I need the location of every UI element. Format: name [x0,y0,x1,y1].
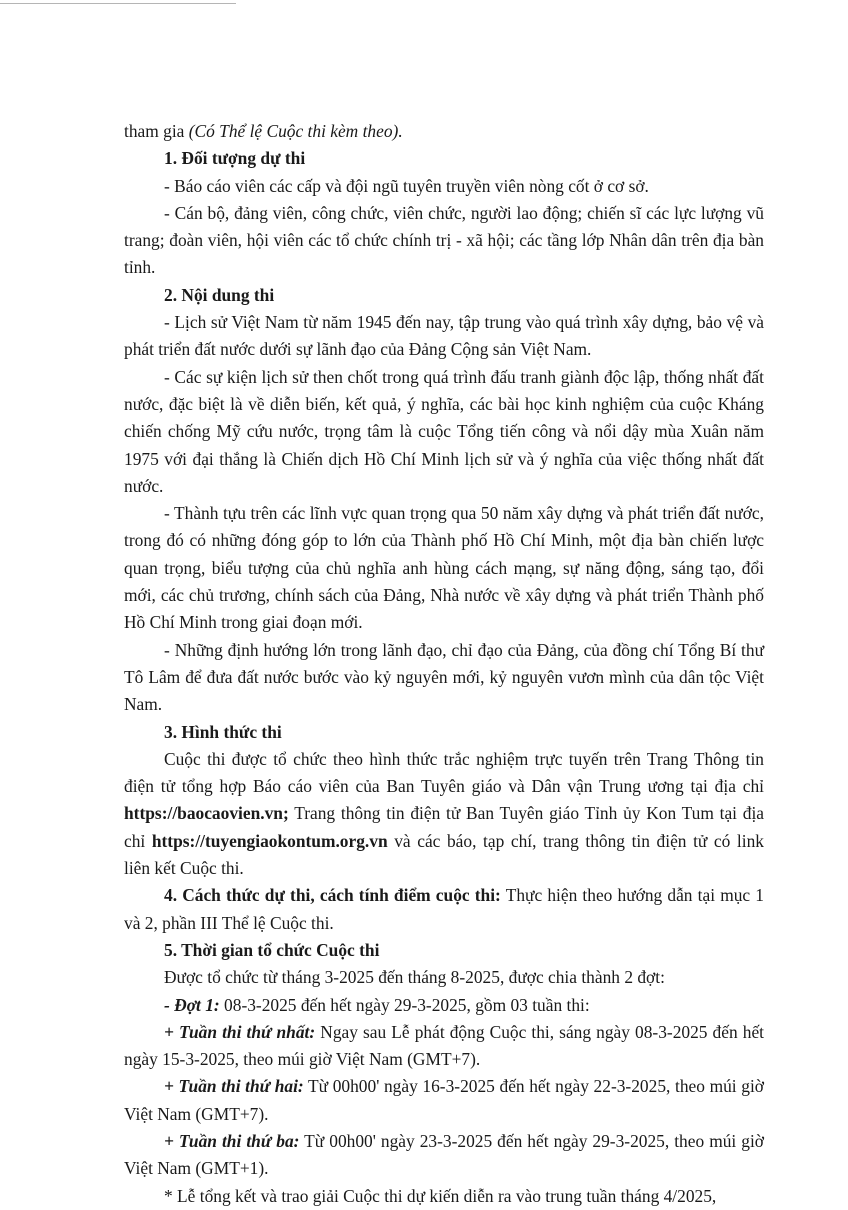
document-page [124,118,764,1210]
section-4-text: Thực hiện theo hướng dẫn tại mục 1 và 2, phần III Thể lệ Cuộc thi. [124,885,764,933]
closing-note: * Lễ tổng kết và trao giải Cuộc thi dự kiến diễn ra vào trung tuần tháng 4/2025, [164,1185,717,1206]
intro-italic: (Có Thể lệ Cuộc thi kèm theo). [188,121,403,141]
section-5-paragraph-1: Được tổ chức từ tháng 3-2025 đến tháng 8-2025, được chia thành 2 đợt: [164,967,665,988]
round-1-line [124,992,764,1019]
section-1-paragraph-1: - Báo cáo viên các cấp và đội ngũ tuyên truyền viên nòng cốt ở cơ sở. [164,175,649,196]
section-3-text-3: và các báo, tạp chí, trang thông tin điện tử có link liên kết Cuộc thi. [124,830,764,879]
intro-line [124,118,764,145]
tuyengiao-link: https://tuyengiaokontum.org.vn [151,830,388,851]
section-3-paragraph [124,746,764,882]
week-3-label: + Tuần thi thứ ba: [164,1130,300,1151]
week-2-label: + Tuần thi thứ hai: [164,1076,304,1097]
section-3-heading: 3. Hình thức thi [164,721,282,742]
section-4-heading: 4. Cách thức dự thi, cách tính điểm cuộc thi: [164,885,501,906]
week-1-line [124,1019,764,1074]
week-2-line [124,1073,764,1128]
section-1-heading: 1. Đối tượng dự thi [164,148,306,169]
week-1-label: + Tuần thi thứ nhất: [164,1021,316,1042]
section-2-paragraph-3: - Thành tựu trên các lĩnh vực quan trọng qua 50 năm xây dựng và phát triển đất nước, trong đó có những đóng góp to lớn của Thành phố Hồ Chí Minh, một địa bàn chiến lược quan trọng, biểu tượng của chủ nghĩa anh hùng cách mạng, sự năng động, sáng tạo, đổi mới, các chủ trương, chính sách của Đảng, Nhà nước về xây dựng và phát triển Thành phố Hồ Chí Minh trong giai đoạn mới. [124,503,764,633]
section-5-heading: 5. Thời gian tổ chức Cuộc thi [164,939,380,960]
round-1-text: 08-3-2025 đến hết ngày 29-3-2025, gồm 03 tuần thi: [219,994,590,1015]
week-3-text: Từ 00h00' ngày 23-3-2025 đến hết ngày 29-3-2025, theo múi giờ Việt Nam (GMT+1). [124,1130,764,1179]
baocaovien-link: https://baocaovien.vn; [124,803,289,824]
section-4-paragraph [124,882,764,937]
section-2-paragraph-1: - Lịch sử Việt Nam từ năm 1945 đến nay, tập trung vào quá trình xây dựng, bảo vệ và phát triển đất nước dưới sự lãnh đạo của Đảng Cộng sản Việt Nam. [124,312,764,360]
section-2-paragraph-4: - Những định hướng lớn trong lãnh đạo, chỉ đạo của Đảng, của đồng chí Tổng Bí thư Tô Lâm để đưa đất nước bước vào kỷ nguyên mới, kỷ nguyên vươn mình của dân tộc Việt Nam. [124,639,764,715]
week-3-line [124,1128,764,1183]
section-2-paragraph-2: - Các sự kiện lịch sử then chốt trong quá trình đấu tranh giành độc lập, thống nhất đất nước, đặc biệt là về diễn biến, kết quả, ý nghĩa, các bài học kinh nghiệm của cuộc Kháng chiến chống Mỹ cứu nước, trọng tâm là cuộc Tổng tiến công và nổi dậy mùa Xuân năm 1975 với đại thắng là Chiến dịch Hồ Chí Minh lịch sử và ý nghĩa của việc thống nhất đất nước. [124,366,764,496]
section-3-text-2: Trang thông tin điện tử Ban Tuyên giáo Tỉnh ủy Kon Tum tại địa chỉ [124,803,764,851]
section-2-heading: 2. Nội dung thi [164,284,275,305]
week-2-text: Từ 00h00' ngày 16-3-2025 đến hết ngày 22-3-2025, theo múi giờ Việt Nam (GMT+7). [124,1076,764,1124]
section-1-paragraph-2: - Cán bộ, đảng viên, công chức, viên chức, người lao động; chiến sĩ các lực lượng vũ trang; đoàn viên, hội viên các tổ chức chính trị - xã hội; các tầng lớp Nhân dân trên địa bàn tỉnh. [124,202,764,278]
intro-lead: tham gia [124,121,189,141]
round-1-label: - Đợt 1: [164,994,220,1015]
section-3-text-1: Cuộc thi được tổ chức theo hình thức trắc nghiệm trực tuyến trên Trang Thông tin điện tử tổng hợp Báo cáo viên của Ban Tuyên giáo và Dân vận Trung ương tại địa chỉ [124,748,764,797]
top-rule [0,3,236,4]
week-1-text: Ngay sau Lễ phát động Cuộc thi, sáng ngày 08-3-2025 đến hết ngày 15-3-2025, theo múi giờ Việt Nam (GMT+7). [124,1021,764,1070]
